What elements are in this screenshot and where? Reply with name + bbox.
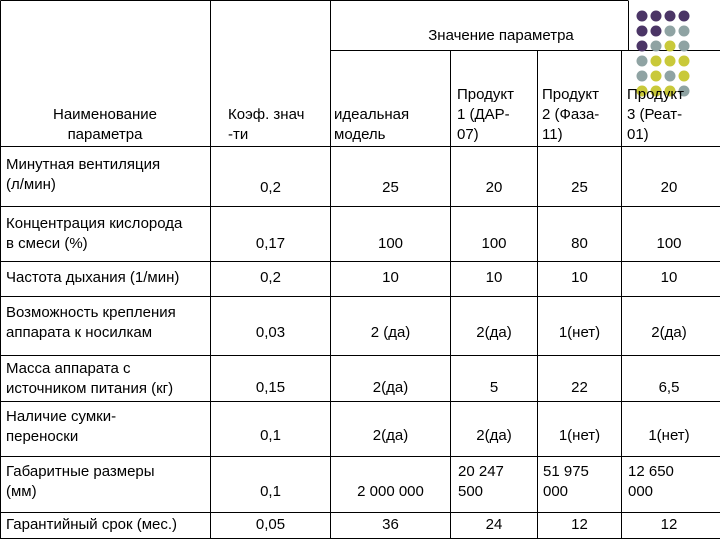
decor-dot xyxy=(637,56,648,67)
row1-p3: 20 xyxy=(660,179,678,196)
param-header-line2: параметра xyxy=(67,126,143,143)
row5-ideal: 2(да) xyxy=(372,379,409,396)
row1-name-line1: Минутная вентиляция xyxy=(6,156,161,173)
coef-header-line1: Коэф. знач xyxy=(228,106,305,123)
product3-header-line1: Продукт xyxy=(627,86,684,103)
decor-dot xyxy=(651,56,662,67)
row1-p1: 20 xyxy=(485,179,503,196)
decor-dot xyxy=(651,71,662,82)
product3-header-line3: 01) xyxy=(627,126,649,143)
row5-coef: 0,15 xyxy=(255,379,286,396)
row6-p2: 1(нет) xyxy=(558,427,601,444)
row7-p2-line1: 51 975 xyxy=(543,463,589,480)
row2-coef: 0,17 xyxy=(255,235,286,252)
decor-dot xyxy=(679,41,690,52)
decor-dot xyxy=(679,26,690,37)
row3-p3: 10 xyxy=(660,269,678,286)
row2-p2: 80 xyxy=(571,235,588,252)
row3-ideal: 10 xyxy=(382,269,399,286)
row2-name-line2: в смеси (%) xyxy=(6,235,88,252)
row1-coef: 0,2 xyxy=(260,179,281,196)
row5-p3: 6,5 xyxy=(658,379,680,396)
row4-ideal: 2 (да) xyxy=(370,324,411,341)
row3-name-line1: Частота дыхания (1/мин) xyxy=(6,269,180,286)
ideal-header-line2: модель xyxy=(334,126,386,143)
row5-p2: 22 xyxy=(571,379,588,396)
row1-ideal: 25 xyxy=(382,179,399,196)
row7-p2-line2: 000 xyxy=(543,483,569,500)
row2-p3: 100 xyxy=(656,235,682,252)
row7-coef: 0,1 xyxy=(260,483,281,500)
ideal-header-line1: идеальная xyxy=(334,106,410,123)
decor-dot xyxy=(679,71,690,82)
decor-dot xyxy=(665,71,676,82)
row7-p1-line2: 500 xyxy=(458,483,484,500)
row5-name-line1: Масса аппарата с xyxy=(6,360,131,377)
decor-dot xyxy=(665,11,676,22)
row3-coef: 0,2 xyxy=(260,269,281,286)
row7-name-line2: (мм) xyxy=(6,483,37,500)
row2-p1: 100 xyxy=(481,235,507,252)
row8-p3: 12 xyxy=(660,516,678,533)
row6-p3: 1(нет) xyxy=(648,427,690,444)
decor-dot xyxy=(665,56,676,67)
row6-name-line2: переноски xyxy=(6,428,79,445)
product1-header-line1: Продукт xyxy=(457,86,514,103)
coef-header-line2: -ти xyxy=(228,126,249,143)
row4-p2: 1(нет) xyxy=(558,324,601,341)
row4-coef: 0,03 xyxy=(255,324,286,341)
decor-dot xyxy=(679,11,690,22)
row8-p1: 24 xyxy=(485,516,503,533)
row8-p2: 12 xyxy=(571,516,588,533)
product1-header-line3: 07) xyxy=(457,126,479,143)
row8-coef: 0,05 xyxy=(255,516,286,533)
row4-p3: 2(да) xyxy=(651,324,687,341)
decor-dot xyxy=(679,56,690,67)
row4-name-line1: Возможность крепления xyxy=(6,304,176,321)
row7-p3-line2: 000 xyxy=(628,483,654,500)
product1-header-line2: 1 (ДАР- xyxy=(457,106,510,123)
row5-p1: 5 xyxy=(489,379,499,396)
decor-dot xyxy=(637,71,648,82)
row5-name-line2: источником питания (кг) xyxy=(6,380,174,397)
decor-dot xyxy=(651,11,662,22)
row6-ideal: 2(да) xyxy=(372,427,409,444)
row7-name-line1: Габаритные размеры xyxy=(6,463,155,480)
row1-name-line2: (л/мин) xyxy=(6,176,56,193)
product2-header-line1: Продукт xyxy=(542,86,599,103)
row3-p1: 10 xyxy=(485,269,503,286)
product2-header-line2: 2 (Фаза- xyxy=(542,106,600,123)
row1-p2: 25 xyxy=(571,179,588,196)
product3-header-line2: 3 (Реат- xyxy=(627,106,683,123)
row8-ideal: 36 xyxy=(382,516,399,533)
param-header-line1: Наименование xyxy=(53,106,157,123)
row6-p1: 2(да) xyxy=(476,427,512,444)
row3-p2: 10 xyxy=(571,269,588,286)
row7-p1-line1: 20 247 xyxy=(458,463,504,480)
row6-coef: 0,1 xyxy=(260,427,281,444)
row8-name-line1: Гарантийный срок (мес.) xyxy=(6,516,178,533)
product2-header-line3: 11) xyxy=(542,126,563,143)
row7-ideal: 2 000 000 xyxy=(357,483,424,500)
row7-p3-line1: 12 650 xyxy=(628,463,674,480)
decor-dot xyxy=(637,11,648,22)
row6-name-line1: Наличие сумки- xyxy=(6,408,117,425)
row2-name-line1: Концентрация кислорода xyxy=(6,215,183,232)
row2-ideal: 100 xyxy=(377,235,404,252)
group-header: Значение параметра xyxy=(428,27,574,44)
row4-name-line2: аппарата к носилкам xyxy=(6,324,153,341)
row4-p1: 2(да) xyxy=(476,324,512,341)
